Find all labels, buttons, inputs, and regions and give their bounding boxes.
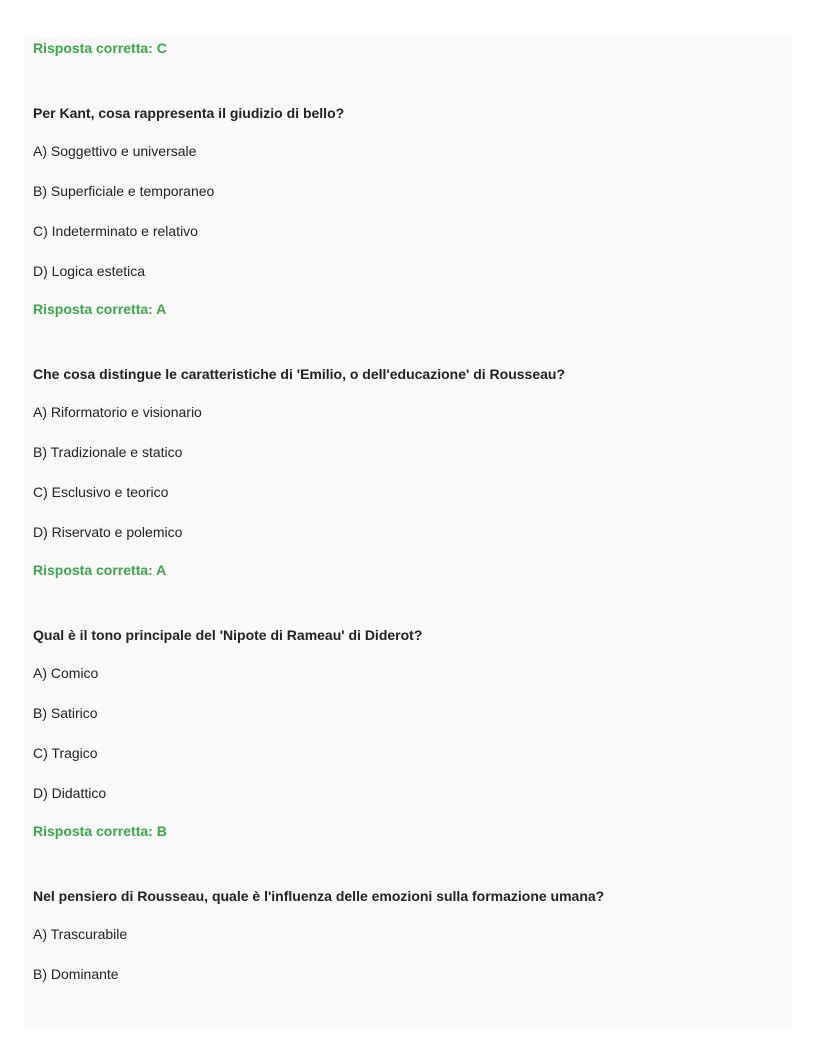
answer-option: D) Didattico [33,785,107,801]
answer-option: B) Tradizionale e statico [33,444,183,460]
answer-option: B) Satirico [33,705,98,721]
answer-option: A) Trascurabile [33,926,128,942]
correct-answer: Risposta corretta: B [33,823,167,839]
question-text: Per Kant, cosa rappresenta il giudizio di bello? [33,105,345,121]
answer-option: B) Superficiale e temporaneo [33,183,215,199]
correct-answer: Risposta corretta: A [33,301,167,317]
correct-answer: Risposta corretta: C [33,40,167,56]
question-text: Qual è il tono principale del 'Nipote di Rameau' di Diderot? [33,627,423,643]
answer-option: D) Riservato e polemico [33,524,183,540]
answer-option: C) Esclusivo e teorico [33,484,169,500]
answer-option: A) Riformatorio e visionario [33,404,202,420]
answer-option: A) Comico [33,665,99,681]
quiz-panel [24,37,792,1028]
question-text: Nel pensiero di Rousseau, quale è l'influenza delle emozioni sulla formazione umana? [33,888,605,904]
quiz-content [33,37,783,984]
answer-option: C) Tragico [33,745,98,761]
question-text: Che cosa distingue le caratteristiche di 'Emilio, o dell'educazione' di Rousseau? [33,366,566,382]
answer-option: A) Soggettivo e universale [33,143,197,159]
answer-option: C) Indeterminato e relativo [33,223,198,239]
answer-option: B) Dominante [33,966,119,982]
answer-option: D) Logica estetica [33,263,146,279]
correct-answer: Risposta corretta: A [33,562,167,578]
